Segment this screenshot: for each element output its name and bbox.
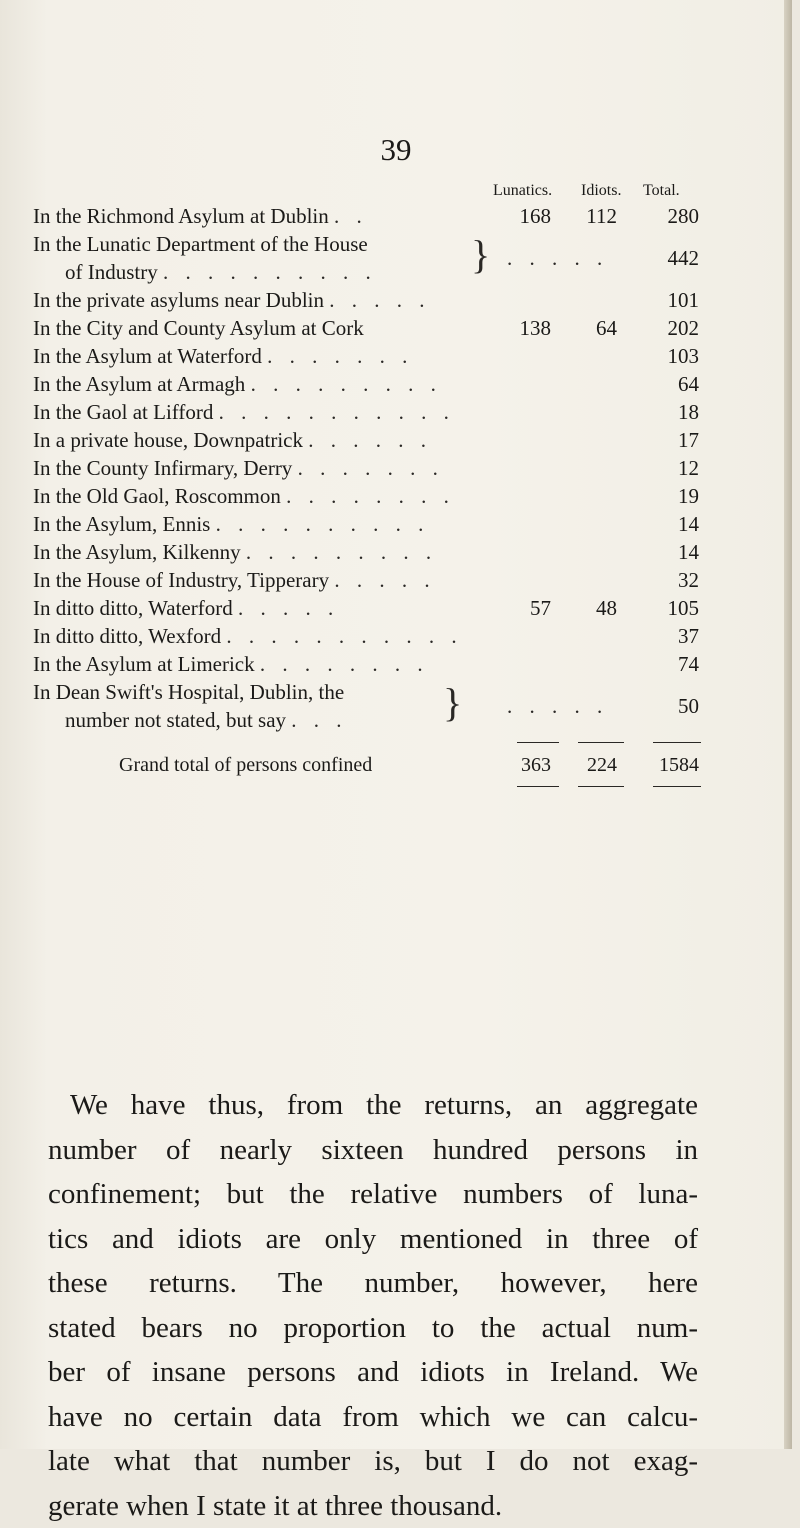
row-label [33,482,455,510]
cell-total: 280 [645,202,699,230]
cell-total: 19 [645,482,699,510]
row-label-text: In the Lunatic Department of the House [33,232,368,256]
rule-lunatics [517,742,559,743]
row-label-continued [65,258,377,286]
leader-dots: . . . . . . . . . . . [219,400,455,424]
leader-dots: . . . . . . . . . [251,372,442,396]
leader-dots: . . . . . [329,288,430,312]
cell-idiots: 112 [573,202,617,230]
cell-idiots: 48 [573,594,617,622]
right-brace: } [471,232,490,278]
table-row [33,622,713,650]
row-label [33,454,444,482]
cell-lunatics: 57 [503,594,551,622]
cell-total: 18 [645,398,699,426]
leader-dots: . . . . . [238,596,339,620]
total-top-rules [33,734,713,750]
right-brace: } [443,680,462,726]
rule-lunatics [517,786,559,787]
cell-total: 14 [645,510,699,538]
rule-idiots [578,786,624,787]
table-row [33,314,713,342]
leader-dots: . . . . . . . [298,456,444,480]
cell-total: 202 [645,314,699,342]
row-label-text: In the County Infirmary, Derry [33,456,292,480]
row-label-text: In the Asylum, Ennis [33,512,210,536]
leader-dots: . . . . . [507,244,608,272]
cell-total: 105 [645,594,699,622]
table-row [33,342,713,370]
row-label [33,314,364,342]
table-row [33,202,713,230]
grand-total-idiots: 224 [573,750,617,780]
leader-dots: . . . . . . [308,428,432,452]
paragraph-line: We have thus, from the returns, an aggregate [48,1083,698,1128]
rule-idiots [578,742,624,743]
paragraph-line: late what that number is, but I do not exag- [48,1439,698,1484]
row-label-text: of Industry [65,260,158,284]
body-paragraph [48,1083,698,1528]
row-label-text: In ditto ditto, Wexford [33,624,221,648]
table-rows [33,202,713,734]
row-label [33,426,432,454]
row-label [33,622,463,650]
paragraph-line: gerate when I state it at three thousand. [48,1484,698,1528]
total-bottom-rules [33,780,713,794]
table-row [33,286,713,314]
row-label [33,510,429,538]
row-label [33,650,429,678]
row-label [33,230,368,258]
row-label-text: In the Asylum, Kilkenny [33,540,241,564]
cell-lunatics: 168 [503,202,551,230]
cell-total: 74 [645,650,699,678]
rule-total [653,786,701,787]
row-label [33,566,436,594]
cell-total: 32 [645,566,699,594]
header-lunatics: Lunatics. [493,182,552,200]
cell-total: 17 [645,426,699,454]
row-label [33,202,368,230]
table-row [33,230,713,286]
cell-lunatics: 138 [503,314,551,342]
paragraph-line: confinement; but the relative numbers of luna- [48,1172,698,1217]
paragraph-line: ber of insane persons and idiots in Ireland. We [48,1350,698,1395]
row-label [33,594,339,622]
row-label-text: In the Old Gaol, Roscommon [33,484,281,508]
row-label-text: number not stated, but say [65,708,286,732]
column-headers [33,182,713,202]
cell-total: 101 [645,286,699,314]
row-label-text: In the Asylum at Waterford [33,344,262,368]
row-label-continued [65,706,348,734]
leader-dots: . . . . . . . [267,344,413,368]
table-row [33,650,713,678]
cell-total: 37 [645,622,699,650]
row-label [33,678,344,706]
table-row [33,398,713,426]
page-number: 39 [0,132,792,168]
header-idiots: Idiots. [581,182,621,200]
leader-dots: . . . . . . . . . . [216,512,430,536]
row-label [33,286,431,314]
table-row [33,454,713,482]
cell-total: 64 [645,370,699,398]
table-row [33,370,713,398]
cell-idiots: 64 [573,314,617,342]
row-label-text: In the Gaol at Lifford [33,400,213,424]
row-label-text: In the private asylums near Dublin [33,288,324,312]
table-row [33,426,713,454]
cell-total: 12 [645,454,699,482]
cell-total: 442 [645,244,699,272]
leader-dots: . . [334,204,368,228]
cell-total: 103 [645,342,699,370]
paragraph-line: these returns. The number, however, here [48,1261,698,1306]
leader-dots: . . . . . . . . . [246,540,437,564]
leader-dots: . . . . . . . . [260,652,429,676]
paragraph-line: number of nearly sixteen hundred persons in [48,1128,698,1173]
page-edge [784,0,792,1449]
row-label-text: In the Asylum at Armagh [33,372,245,396]
row-label-text: In the City and County Asylum at Cork [33,316,364,340]
grand-total-label: Grand total of persons confined [119,750,372,780]
row-label-text: In the House of Industry, Tipperary [33,568,329,592]
row-label-text: In a private house, Downpatrick [33,428,303,452]
paragraph-line: stated bears no proportion to the actual num- [48,1306,698,1351]
leader-dots: . . . [291,708,347,732]
statistics-table [33,182,713,794]
row-label-text: In Dean Swift's Hospital, Dublin, the [33,680,344,704]
table-row [33,594,713,622]
row-label [33,370,442,398]
row-label-text: In the Asylum at Limerick [33,652,255,676]
leader-dots: . . . . . [507,692,608,720]
paragraph-line: have no certain data from which we can calcu- [48,1395,698,1440]
row-label [33,398,455,426]
rule-total [653,742,701,743]
leader-dots: . . . . . . . . . . [163,260,377,284]
row-label-text: In the Richmond Asylum at Dublin [33,204,329,228]
table-row [33,566,713,594]
table-row [33,510,713,538]
leader-dots: . . . . . . . . [286,484,455,508]
table-row [33,482,713,510]
row-label [33,538,437,566]
grand-total-lunatics: 363 [503,750,551,780]
table-row [33,538,713,566]
paragraph-line: tics and idiots are only mentioned in three of [48,1217,698,1262]
grand-total-row [33,750,713,780]
cell-total: 14 [645,538,699,566]
grand-total-total: 1584 [645,750,699,780]
table-row [33,678,713,734]
row-label [33,342,413,370]
leader-dots: . . . . . . . . . . . [226,624,462,648]
leader-dots: . . . . . [334,568,435,592]
row-label-text: In ditto ditto, Waterford [33,596,233,620]
header-total: Total. [643,182,680,200]
cell-total: 50 [645,692,699,720]
